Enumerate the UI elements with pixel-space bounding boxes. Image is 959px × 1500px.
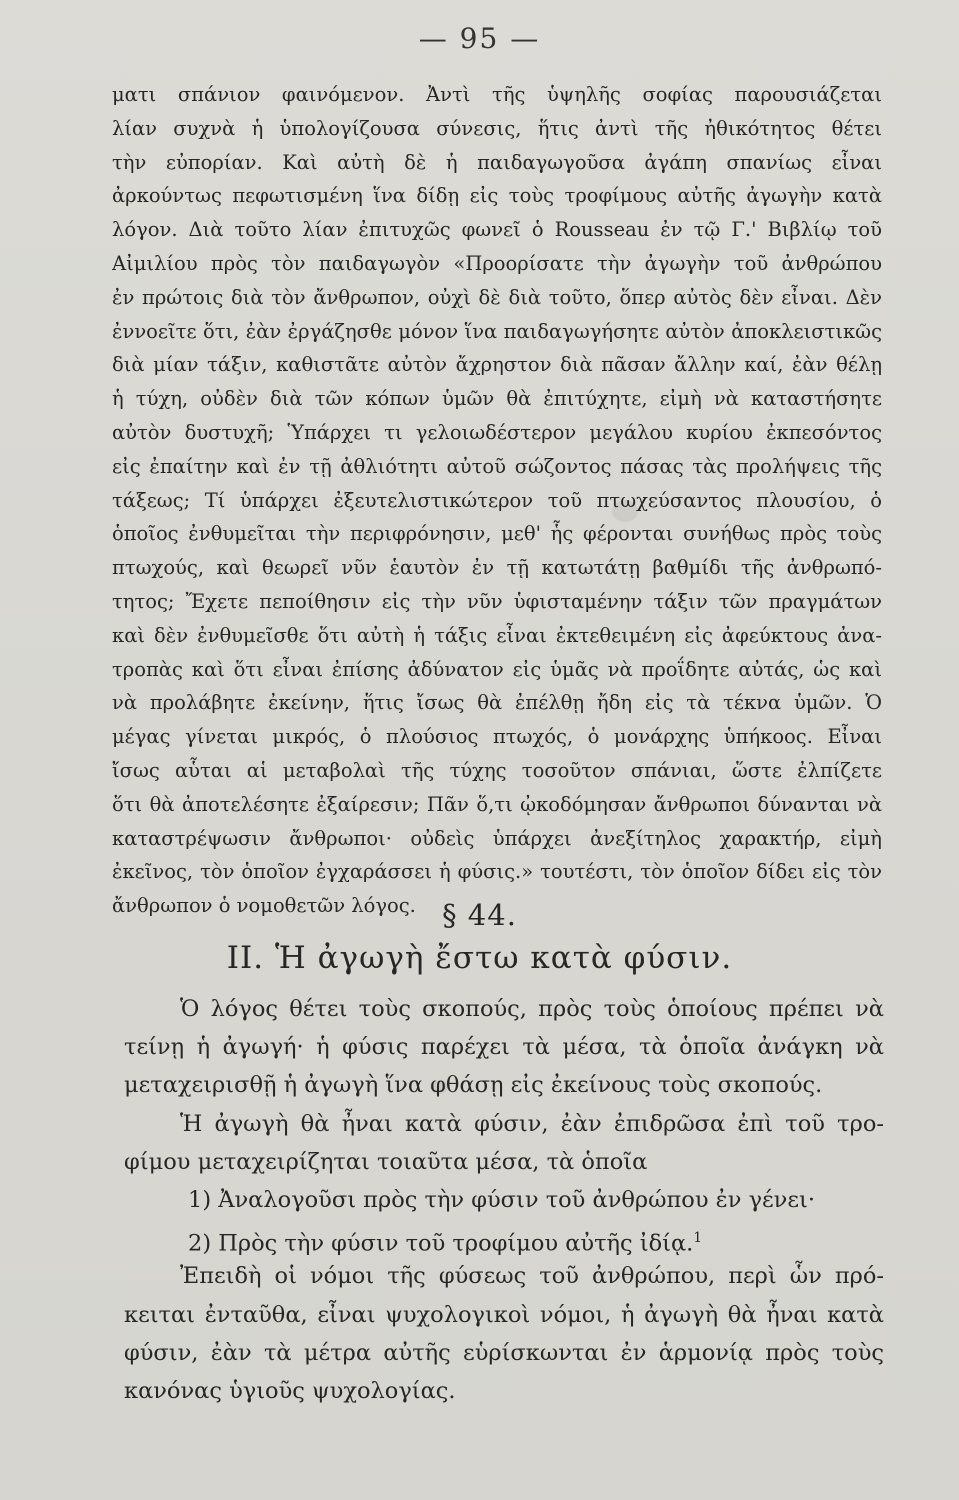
text-line: ἐν πρώτοις διὰ τὸν ἄνθρωπον, οὐχὶ δὲ διὰ τοῦτο, ὅπερ αὐτὸς δὲν εἶναι. Δὲν — [112, 285, 882, 309]
body-text — [112, 78, 882, 923]
text-line: ματι σπάνιον φαινόμενον. Ἀντὶ τῆς ὑψηλῆς σοφίας παρουσιάζεται — [112, 83, 882, 106]
text-line: αὐτὸν δυστυχῆ; Ὑπάρχει τι γελοιωδέστερον μεγάλου κυρίου ἐκπεσόντος — [112, 420, 882, 444]
text-line: κειται ἐνταῦθα, εἶναι ψυχολογικοὶ νόμοι, ἡ ἀγωγὴ θὰ ἦναι κατὰ — [124, 1301, 884, 1328]
text-line: φίμου μεταχειρίζηται τοιαῦτα μέσα, τὰ ὁποῖα — [124, 1148, 648, 1175]
text-line: ὅτι θὰ ἀποτελέσητε ἐξαίρεσιν; Πᾶν ὅ,τι ᾠκοδόμησαν ἄνθρωποι δύνανται νὰ — [112, 792, 882, 816]
list-item: 1) Ἀναλογοῦσι πρὸς τὴν φύσιν τοῦ ἀνθρώπου ἐν γένει· — [188, 1186, 815, 1213]
text-line: καταστρέψωσιν ἄνθρωποι· οὐδεὶς ὑπάρχει ἀνεξίτηλος χαρακτήρ, εἰμὴ — [112, 826, 882, 850]
text-line: καὶ δὲν ἐνθυμεῖσθε ὅτι αὐτὴ ἡ τάξις εἶναι ἐκτεθειμένη εἰς ἀφεύκτους ἀνα- — [112, 623, 882, 647]
section-number: § 44. — [442, 898, 517, 932]
text-line: τητος; Ἔχετε πεποίθησιν εἰς τὴν νῦν ὑφισταμένην τάξιν τῶν πραγμάτων — [112, 589, 882, 613]
text-line: μεταχειρισθῇ ἡ ἀγωγὴ ἵνα φθάσῃ εἰς ἐκείνους τοὺς σκοπούς. — [124, 1072, 823, 1099]
text-line: ἄνθρωπον ὁ νομοθετῶν λόγος. — [112, 894, 416, 918]
text-line: πτωχούς, καὶ θεωρεῖ νῦν ἑαυτὸν ἐν τῇ κατωτάτῃ βαθμίδι τῆς ἀνθρωπό- — [112, 556, 882, 580]
text-line: λόγον. Διὰ τοῦτο λίαν ἐπιτυχῶς φωνεῖ ὁ Rousseau ἐν τῷ Γ.' Βιβλίῳ τοῦ — [112, 218, 882, 242]
text-line: Ἡ ἀγωγὴ θὰ ἦναι κατὰ φύσιν, ἐὰν ἐπιδρῶσα ἐπὶ τοῦ τρο- — [180, 1110, 884, 1137]
text-line: ἐννοεῖτε ὅτι, ἐὰν ἐργάζησθε μόνον ἵνα παιδαγωγήσητε αὐτὸν ἀποκλειστικῶς — [112, 319, 882, 343]
text-line: ἴσως αὗται αἱ μεταβολαὶ τῆς τύχης τοσοῦτον σπάνιαι, ὥστε ἐλπίζετε — [112, 758, 882, 782]
text-line: ἡ τύχη, οὐδὲν διὰ τῶν κόπων ὑμῶν θὰ ἐπιτύχητε, εἰμὴ νὰ καταστήσητε — [112, 387, 882, 411]
page-number: — 95 — — [418, 22, 541, 55]
footnote-marker: 1 — [693, 1230, 702, 1247]
text-line: ὁποῖος ἐνθυμεῖται τὴν περιφρόνησιν, μεθ' ἧς φέρονται συνήθως πρὸς τοὺς — [112, 522, 882, 546]
text-line: διὰ μίαν τάξιν, καθιστᾶτε αὐτὸν ἄχρηστον διὰ πᾶσαν ἄλλην καί, ἐὰν θέλῃ — [112, 353, 882, 377]
text-line: τροπὰς καὶ ὅτι εἶναι ἐπίσης ἀδύνατον εἰς ὑμᾶς νὰ προΐδητε αὐτάς, ὡς καὶ — [112, 657, 882, 681]
text-line: Αἰμιλίου πρὸς τὸν παιδαγωγὸν «Προορίσατε τὴν ἀγωγὴν τοῦ ἀνθρώπου — [112, 251, 882, 275]
text-line: ἀρκούντως πεφωτισμένη ἵνα δίδῃ εἰς τοὺς τροφίμους αὐτῆς ἀγωγὴν κατὰ — [112, 184, 882, 208]
text-line: κανόνας ὑγιοῦς ψυχολογίας. — [124, 1377, 456, 1404]
section-text — [124, 990, 884, 1410]
text-line: τάξεως; Τί ὑπάρχει ἐξευτελιστικώτερον τοῦ πτωχεύσαντος πλουσίου, ὁ — [112, 488, 882, 512]
list-item — [124, 1219, 884, 1257]
text-line: λίαν συχνὰ ἡ ὑπολογίζουσα σύνεσις, ἥτις ἀντὶ τῆς ἠθικότητος θέτει — [112, 116, 882, 140]
text-line: νὰ προλάβητε ἐκείνην, ἥτις ἴσως θὰ ἐπέλθῃ ἤδη εἰς τὰ τέκνα ὑμῶν. Ὁ — [112, 691, 882, 715]
text-line: τείνῃ ἡ ἀγωγή· ἡ φύσις παρέχει τὰ μέσα, τὰ ὁποῖα ἀνάγκη νὰ — [124, 1034, 884, 1061]
text-line: Ἐπειδὴ οἱ νόμοι τῆς φύσεως τοῦ ἀνθρώπου, περὶ ὧν πρό- — [180, 1263, 884, 1290]
text-line: Ὁ λόγος θέτει τοὺς σκοπούς, πρὸς τοὺς ὁποίους πρέπει νὰ — [180, 996, 884, 1022]
list-item-text: 2) Πρὸς τὴν φύσιν τοῦ τροφίμου αὐτῆς ἰδίᾳ. — [188, 1230, 694, 1257]
text-line: ἐκεῖνος, τὸν ὁποῖον ἐγχαράσσει ἡ φύσις.» τουτέστι, τὸν ὁποῖον δίδει εἰς τὸν — [112, 860, 882, 884]
text-line: τὴν εὐπορίαν. Καὶ αὐτὴ δὲ ἡ παιδαγωγοῦσα ἀγάπη σπανίως εἶναι — [112, 150, 882, 174]
section-heading: II. Ἡ ἀγωγὴ ἔστω κατὰ φύσιν. — [226, 940, 733, 976]
text-line: εἰς ἐπαίτην καὶ ἐν τῇ ἀθλιότητι αὐτοῦ σώζοντος πάσας τὰς προλήψεις τῆς — [112, 454, 882, 478]
text-line: φύσιν, ἐὰν τὰ μέτρα αὐτῆς εὑρίσκωνται ἐν ἁρμονίᾳ πρὸς τοὺς — [124, 1339, 884, 1366]
text-line: μέγας γίνεται μικρός, ὁ πλούσιος πτωχός, ὁ μονάρχης ὑπήκοος. Εἶναι — [112, 725, 882, 749]
